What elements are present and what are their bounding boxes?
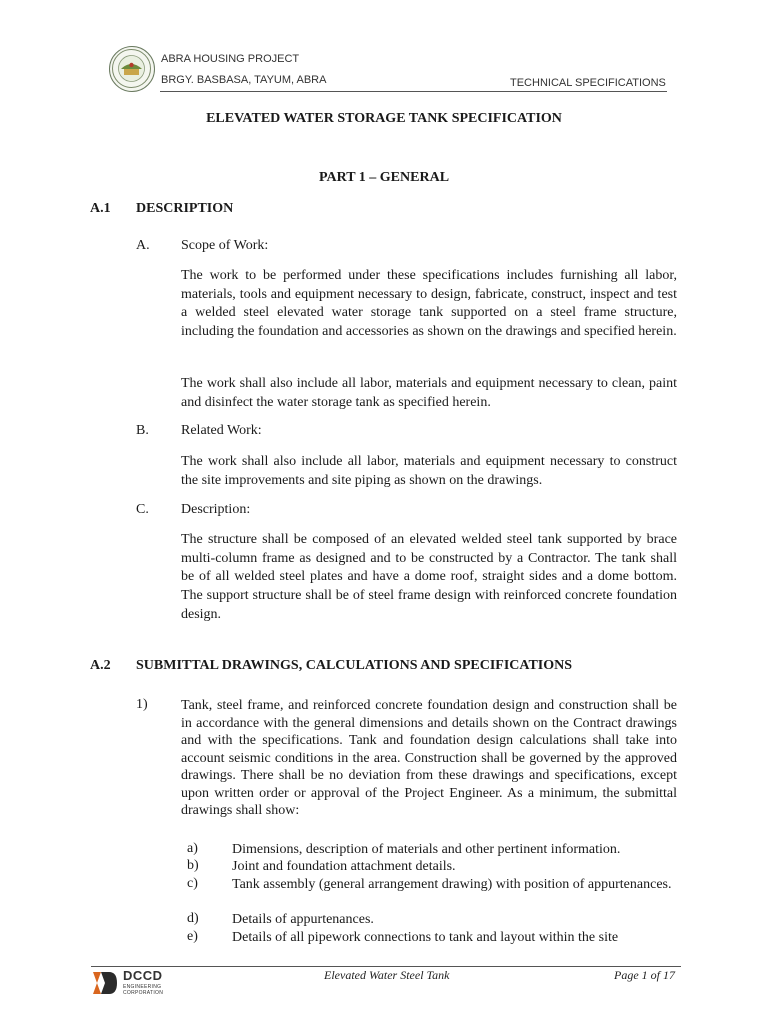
municipal-seal-icon [109, 46, 155, 92]
subitem-c-text: Tank assembly (general arrangement drawing) with position of appurtenances. [232, 877, 672, 892]
subitem-d-text: Details of appurtenances. [232, 912, 374, 927]
footer-logo-name: DCCD [123, 968, 163, 983]
scope-paragraph-1: The work to be performed under these specifications includes furnishing all labor, materials, tools and equipment necessary to design, fabricate, construct, inspect and test a welded steel elevated water storage tank supported on a steel frame structure, including the foundation and accessories as shown on the drawings and specified herein. [181, 268, 677, 340]
subitem-c-marker: c) [187, 876, 198, 891]
dccd-logo-icon [91, 969, 121, 997]
subitem-a-text: Dimensions, description of materials and other pertinent information. [232, 842, 621, 857]
submittal-paragraph: Tank, steel frame, and reinforced concrete foundation design and construction shall be in accordance with the general dimensions and details shown on the Contract drawings and with the specifications. Tank and foundation design calculations shall take into account seismic conditions in the area. Construction shall be governed by the approved drawings. There shall be no deviation from these drawings and specifications, except upon written order or approval of the Project Engineer. As a minimum, the submittal drawings shall show: [181, 698, 677, 818]
header-project-name: ABRA HOUSING PROJECT [161, 53, 300, 65]
header-location: BRGY. BASBASA, TAYUM, ABRA [161, 74, 327, 86]
footer-logo-sub2: CORPORATION [123, 990, 164, 996]
scope-paragraph-2: The work shall also include all labor, materials and equipment necessary to clean, paint and disinfect the water storage tank as specified herein. [181, 376, 677, 410]
item-a-label: Scope of Work: [181, 238, 269, 253]
footer-logo-sub1: ENGINEERING [123, 984, 162, 990]
header-rule [160, 91, 667, 92]
section-a2-number: A.2 [90, 658, 111, 673]
section-a2-title: SUBMITTAL DRAWINGS, CALCULATIONS AND SPECIFICATIONS [136, 658, 573, 673]
subitem-e-text: Details of all pipework connections to tank and layout within the site [232, 930, 619, 945]
item-1-marker: 1) [136, 697, 148, 712]
item-c-marker: C. [136, 502, 149, 517]
subitem-d-marker: d) [187, 911, 199, 926]
subitem-e-marker: e) [187, 929, 198, 944]
subitem-b-text: Joint and foundation attachment details. [232, 859, 456, 874]
section-a1-title: DESCRIPTION [136, 201, 234, 216]
item-b-marker: B. [136, 423, 149, 438]
subitem-b-marker: b) [187, 858, 199, 873]
footer-page-number: Page 1 of 17 [614, 968, 675, 982]
document-title: ELEVATED WATER STORAGE TANK SPECIFICATION [206, 111, 562, 126]
header-doc-type: TECHNICAL SPECIFICATIONS [510, 77, 666, 89]
item-c-label: Description: [181, 502, 251, 517]
item-a-marker: A. [136, 238, 150, 253]
footer-rule [91, 966, 681, 967]
part-title: PART 1 – GENERAL [318, 170, 450, 185]
subitem-a-marker: a) [187, 841, 198, 856]
footer-document-name: Elevated Water Steel Tank [324, 968, 450, 982]
item-b-label: Related Work: [181, 423, 262, 438]
section-a1-number: A.1 [90, 201, 111, 216]
related-work-paragraph: The work shall also include all labor, materials and equipment necessary to construct the site improvements and site piping as shown on the drawings. [181, 454, 677, 488]
description-paragraph: The structure shall be composed of an elevated welded steel tank supported by brace multi-column frame as designed and to be constructed by a Contractor. The tank shall be of all welded steel plates and have a dome roof, straight sides and a dome bottom. The support structure shall be of steel frame design with reinforced concrete foundation design. [181, 532, 677, 622]
